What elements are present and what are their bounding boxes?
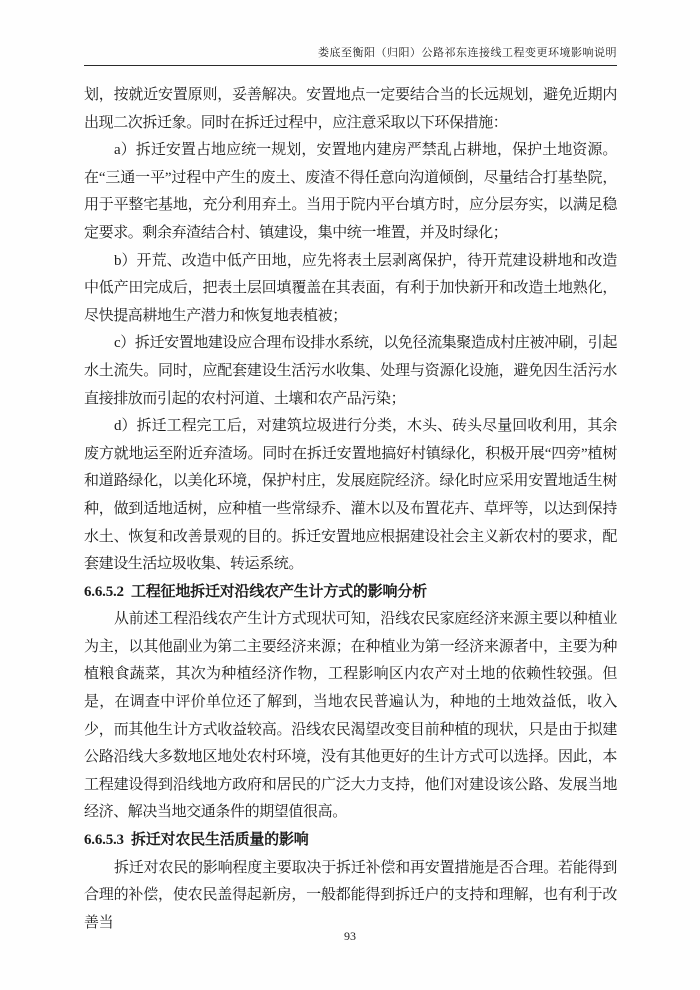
body-paragraph: 从前述工程沿线农产生计方式现状可知，沿线农民家庭经济来源主要以种植业为主，以其他副业为第二主要经济来源；在种植业为第一经济来源者中，主要为种植粮食蔬菜，其次为种植经济作物，工程影响区内农产对土地的依赖性较强。但是，在调查中评价单位还了解到，当地农民普遍认为，种地的土地效益低，收入少，而其他生计方式收益较高。沿线农民渴望改变目前种植的现状，只是由于拟建公路沿线大多数地区地处农村环境，没有其他更好的生计方式可以选择。因此，本工程建设得到沿线地方政府和居民的广泛大力支持，他们对建设该公路、发展当地经济、解决当地交通条件的期望值很高。 [84, 611, 617, 821]
body-paragraph: 拆迁对农民的影响程度主要取决于拆迁补偿和再安置措施是否合理。若能得到合理的补偿，使农民盖得起新房，一般都能得到拆迁户的支持和理解，也有利于改善当 [84, 859, 617, 931]
body-paragraph: a）拆迁安置占地应统一规划，安置地内建房严禁乱占耕地，保护土地资源。在“三通一平”过程中产生的废土、废渣不得任意向沟道倾倒，尽量结合打基垫院，用于平整宅基地，充分利用弃土。当用于院内平台填方时，应分层夯实，以满足稳定要求。剩余弃渣结合村、镇建设，集中统一堆置，并及时绿化； [84, 142, 617, 241]
page-number-value: 93 [344, 929, 356, 943]
document-blocks [84, 82, 617, 937]
body-paragraph: d）拆迁工程完工后，对建筑垃圾进行分类，木头、砖头尽量回收利用，其余废方就地运至附近弃渣场。同时在拆迁安置地搞好村镇绿化，积极开展“四旁”植树和道路绿化，以美化环境，保护村庄，发展庭院经济。绿化时应采用安置地适生树种，做到适地适树，应种植一些常绿乔、灌木以及布置花卉、草坪等，以达到保持水土、恢复和改善景观的目的。拆迁安置地应根据建设社会主义新农村的要求，配套建设生活垃圾收集、转运系统。 [84, 418, 617, 573]
running-header [84, 44, 617, 66]
running-header-title: 娄底至衡阳（归阳）公路祁东连接线工程变更环境影响说明 [318, 47, 617, 59]
page-number [0, 929, 700, 944]
body-paragraph: c）拆迁安置地建设应合理布设排水系统，以免径流集聚造成村庄被冲刷，引起水土流失。同时，应配套建设生活污水收集、处理与资源化设施，避免因生活污水直接排放而引起的农村河道、土壤和农产品污染； [84, 335, 617, 407]
body-paragraph: 划，按就近安置原则，妥善解决。安置地点一定要结合当的长远规划，避免近期内出现二次拆迁象。同时在拆迁过程中，应注意采取以下环保措施： [84, 87, 617, 131]
section-heading: 6.6.5.3 拆迁对农民生活质量的影响 [84, 832, 309, 849]
section-heading: 6.6.5.2 工程征地拆迁对沿线农产生计方式的影响分析 [84, 583, 427, 600]
body-paragraph: b）开荒、改造中低产田地，应先将表土层剥离保护，待开荒建设耕地和改造中低产田完成后，把表土层回填覆盖在其表面，有利于加快新开和改造土地熟化，尽快提高耕地生产潜力和恢复地表植被； [84, 252, 617, 324]
